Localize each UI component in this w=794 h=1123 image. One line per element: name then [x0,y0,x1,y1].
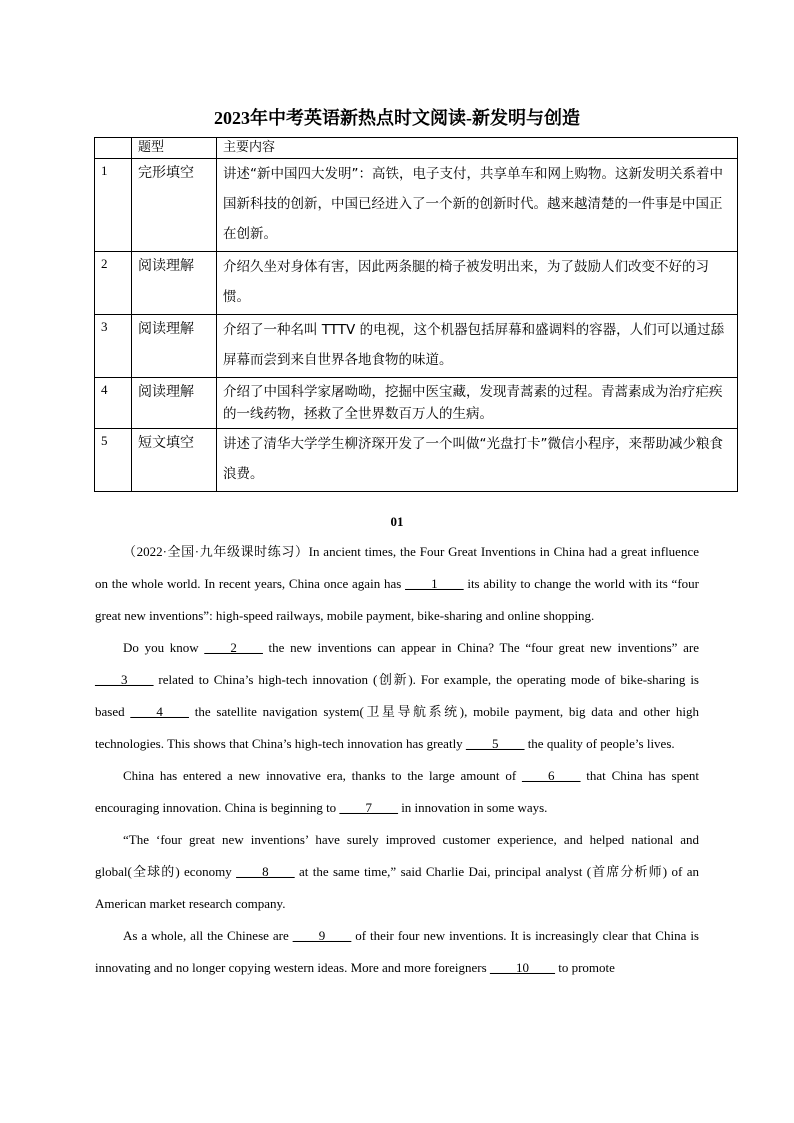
table-row [95,159,738,252]
header-number [95,138,132,159]
row-type: 阅读理解 [132,378,217,429]
passage-text: China has entered a new innovative era, thanks to the large amount of [123,768,522,783]
row-number: 3 [95,315,132,378]
paragraph-2 [95,632,699,760]
summary-table [94,137,738,492]
paragraph-3 [95,760,699,824]
section-number: 01 [390,514,404,529]
blank-5: ____5____ [465,736,525,751]
passage-text: related to China’s high-tech innovation (创新). For example, the operating mode of bike-sharing is based [95,672,699,719]
row-type: 阅读理解 [132,252,217,315]
paragraph-1 [95,536,699,632]
passage-text: in innovation in some ways. [397,800,548,815]
row-content: 讲述了清华大学学生柳济琛开发了一个叫做“光盘打卡”微信小程序，来帮助减少粮食浪费。 [217,429,738,492]
table-row [95,315,738,378]
header-type: 题型 [132,138,217,159]
passage-text: As a whole, all the Chinese are [123,928,293,943]
paragraph-5 [95,920,699,984]
passage-text: to promote [554,960,615,975]
blank-9: ____9____ [292,928,352,943]
blank-2: ____2____ [204,640,263,655]
paragraph-4 [95,824,699,920]
row-number: 1 [95,159,132,252]
row-type: 阅读理解 [132,315,217,378]
passage-text: the new inventions can appear in China? The “four great new inventions” are [262,640,700,655]
header-content: 主要内容 [217,138,738,159]
passage-text: of their four new inventions. It is increasingly clear that China is innovating and no longer copying western ideas. More and more foreigners [95,928,699,975]
table-header-row [95,138,738,159]
page-title: 2023年中考英语新热点时文阅读-新发明与创造 [214,108,580,128]
passage-text: its ability to change the world with its “four great new inventions”: high-speed railways, mobile payment, bike-sharing and online shopping. [95,576,699,623]
blank-3: ____3____ [95,672,154,687]
passage-text: the satellite navigation system(卫星导航系统), mobile payment, big data and other high technologies. This shows that China’s high-tech innovation has greatly [95,704,699,751]
row-content: 介绍久坐对身体有害，因此两条腿的椅子被发明出来，为了鼓励人们改变不好的习惯。 [217,252,738,315]
row-content: 介绍了中国科学家屠呦呦，挖掘中医宝藏，发现青蒿素的过程。青蒿素成为治疗疟疾的一线药物，拯救了全世界数百万人的生病。 [217,378,738,429]
blank-10: ____10____ [489,960,555,975]
blank-8: ____8____ [236,864,295,879]
passage-text: the quality of people’s lives. [524,736,675,751]
table-row [95,378,738,429]
table-row [95,252,738,315]
passage-text: （2022·全国·九年级课时练习）In ancient times, the Four Great Inventions in China had a great influence on the whole world. In recent years, China once again has [95,544,699,591]
row-content: 介绍了一种名叫 TTTV 的电视，这个机器包括屏幕和盛调料的容器，人们可以通过舔屏幕而尝到来自世界各地食物的味道。 [217,315,738,378]
blank-6: ____6____ [521,768,581,783]
passage-text: Do you know [123,640,205,655]
row-type: 完形填空 [132,159,217,252]
row-content: 讲述“新中国四大发明”：高铁，电子支付，共享单车和网上购物。这新发明关系着中国新科技的创新，中国已经进入了一个新的创新时代。越来越清楚的一件事是中国正在创新。 [217,159,738,252]
passage-text: “The ‘four great new inventions’ have surely improved customer experience, and helped national and global(全球的) economy [95,832,699,879]
blank-7: ____7____ [339,800,398,815]
passage-text: at the same time,” said Charlie Dai, principal analyst (首席分析师) of an American market research company. [95,864,699,911]
row-number: 5 [95,429,132,492]
blank-1: ____1____ [405,576,464,591]
blank-4: ____4____ [130,704,189,719]
row-number: 4 [95,378,132,429]
passage-text: that China has spent encouraging innovation. China is beginning to [95,768,699,815]
row-type: 短文填空 [132,429,217,492]
row-number: 2 [95,252,132,315]
cloze-passage [95,536,699,984]
table-row [95,429,738,492]
